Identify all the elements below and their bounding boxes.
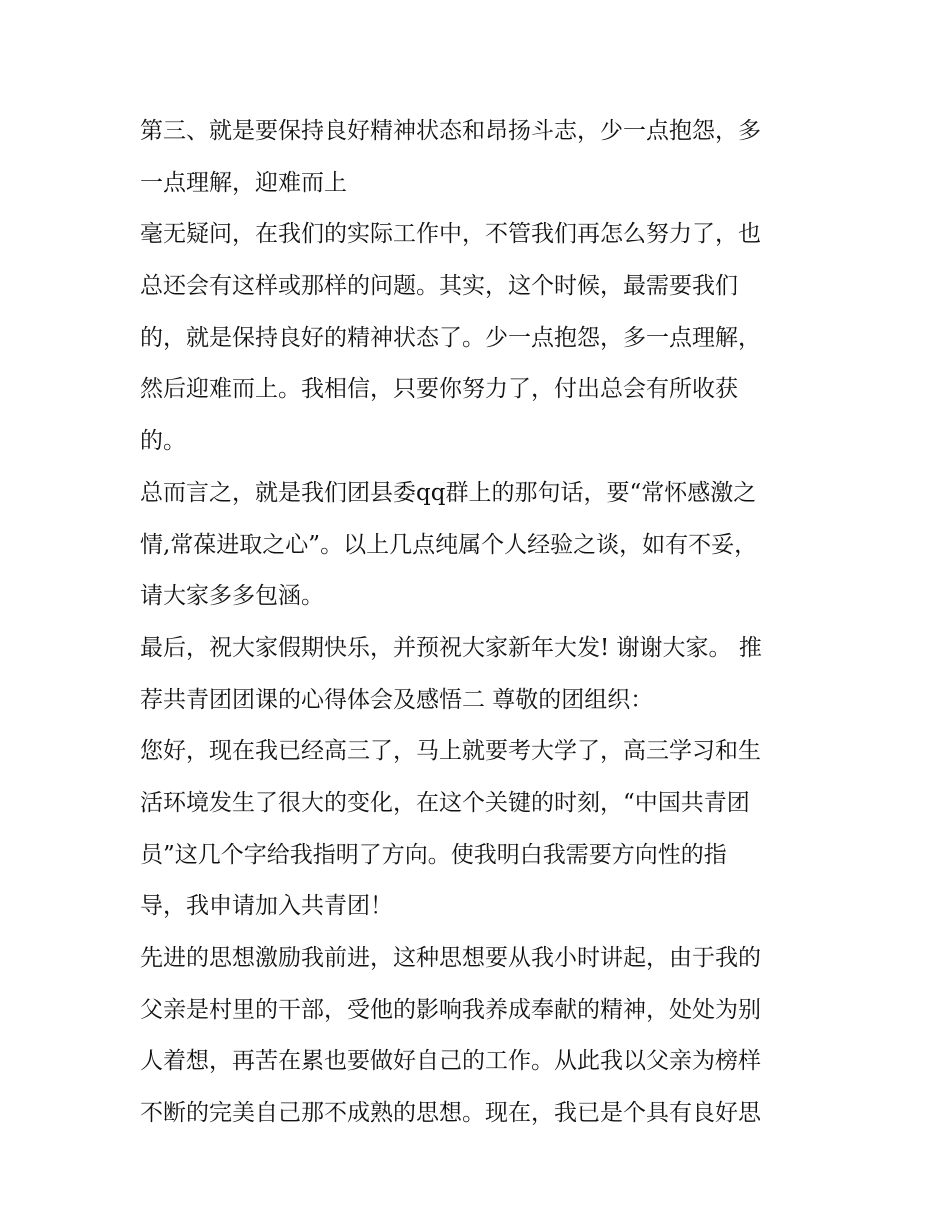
- text-line: 第三、就是要保持良好精神状态和昂扬斗志，少一点抱怨，多: [140, 118, 761, 144]
- text-line: 先进的思想激励我前进，这种思想要从我小时讲起，由于我的: [140, 945, 761, 971]
- text-line: 毫无疑问，在我们的实际工作中，不管我们再怎么努力了，也: [140, 221, 761, 248]
- text-line: 请大家多多包涵。: [140, 583, 324, 610]
- document-body: [140, 106, 815, 1140]
- text-line: 总还会有这样或那样的问题。其实，这个时候，最需要我们: [140, 273, 738, 300]
- text-line: 人着想，再苦在累也要做好自己的工作。从此我以父亲为榜样: [140, 1048, 761, 1075]
- text-line: 父亲是村里的干部，受他的影响我养成奉献的精神，处处为别: [140, 996, 761, 1023]
- text-line: 活环境发生了很大的变化，在这个关键的时刻，“中国共青团: [140, 789, 750, 816]
- text-line: 的，就是保持良好的精神状态了。少一点抱怨，多一点理解，: [140, 324, 761, 351]
- text-line: 不断的完美自己那不成熟的思想。现在，我已是个具有良好思: [140, 1100, 761, 1127]
- text-line: 然后迎难而上。我相信，只要你努力了，付出总会有所收获: [140, 376, 738, 403]
- text-line: 情,常葆进取之心”。以上几点纯属个人经验之谈，如有不妥，: [140, 531, 758, 558]
- text-line: 您好，现在我已经高三了，马上就要考大学了，高三学习和生: [140, 738, 761, 765]
- text-line: 一点理解，迎难而上: [140, 169, 347, 196]
- text-line: 荐共青团团课的心得体会及感悟二 尊敬的团组织：: [140, 686, 654, 713]
- text-line: 的。: [140, 428, 186, 455]
- text-line: 导，我申请加入共青团！: [140, 893, 393, 920]
- text-line: 总而言之，就是我们团县委qq群上的那句话，要“常怀感激之: [140, 479, 757, 506]
- text-line: 员”这几个字给我指明了方向。使我明白我需要方向性的指: [140, 841, 727, 868]
- text-line: 最后，祝大家假期快乐，并预祝大家新年大发! 谢谢大家。 推: [140, 634, 762, 661]
